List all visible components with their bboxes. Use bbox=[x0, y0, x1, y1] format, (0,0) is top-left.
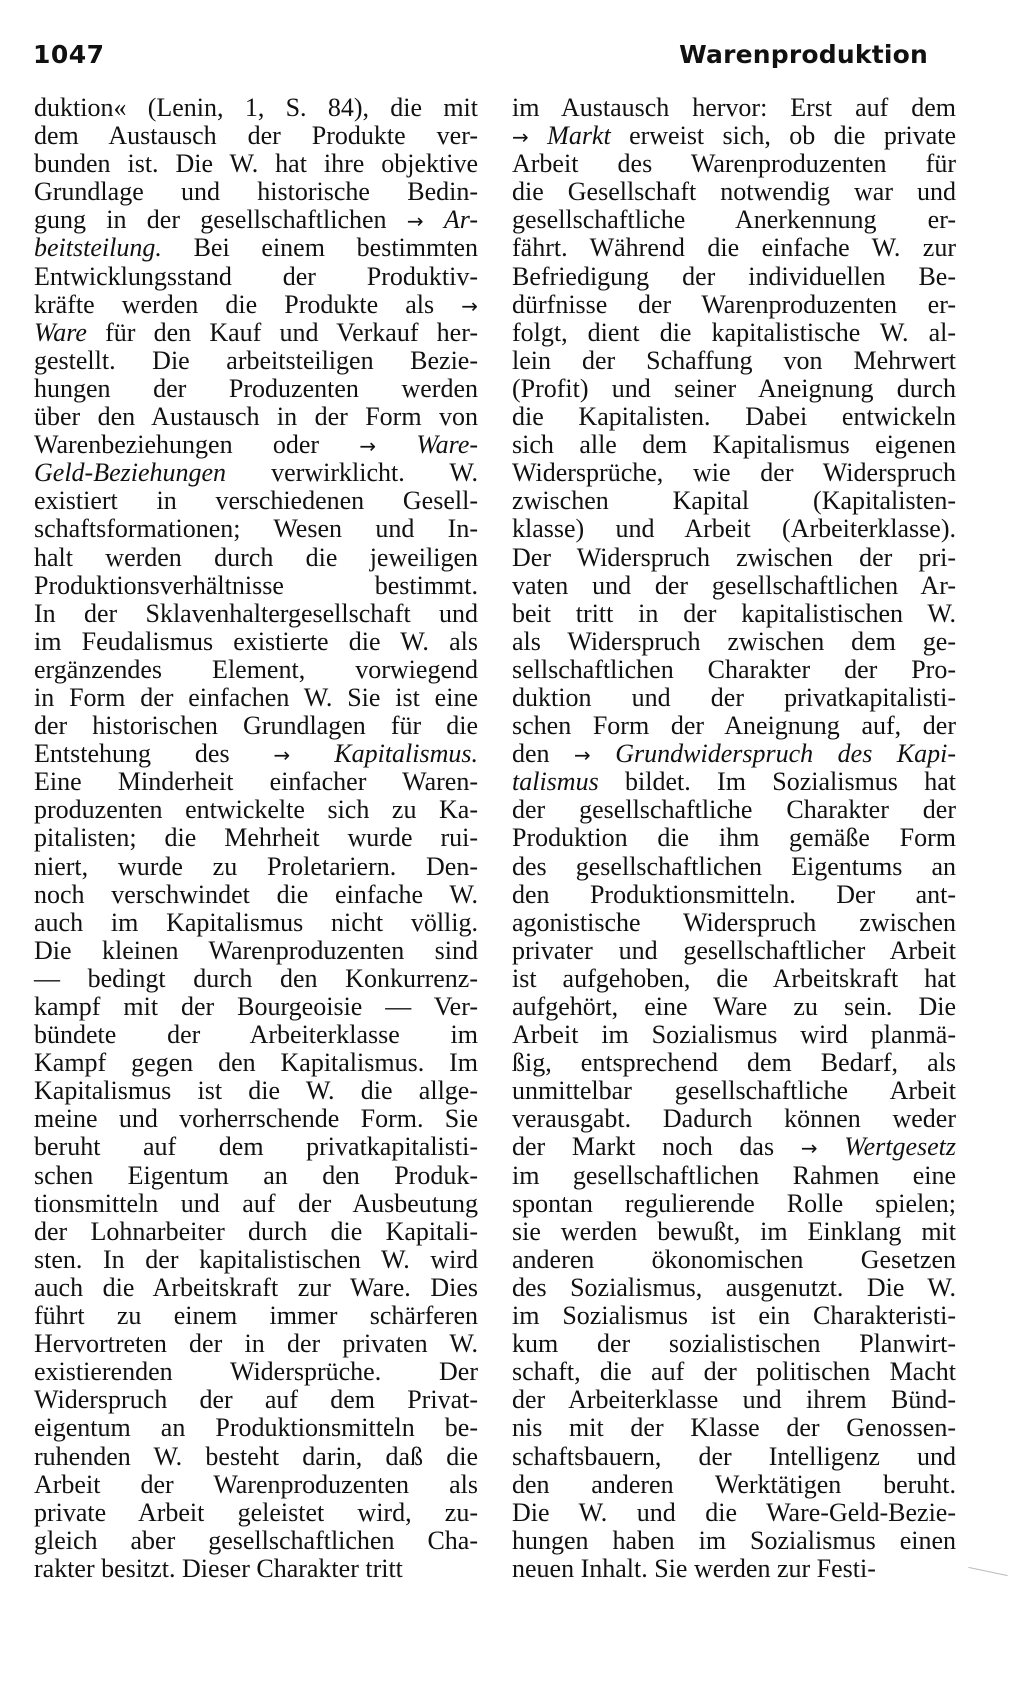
text-line bbox=[512, 319, 956, 347]
text-segment: Grundlage und historische Bedin- bbox=[34, 177, 478, 207]
text-line bbox=[34, 487, 478, 515]
text-line bbox=[512, 150, 956, 178]
text-segment: Eine Minderheit einfacher Waren- bbox=[34, 767, 478, 797]
text-segment: des gesellschaftlichen Eigentums an bbox=[512, 851, 956, 881]
cross-reference-term: Markt bbox=[547, 121, 611, 151]
cross-reference-term: Ware- bbox=[416, 430, 479, 460]
text-line bbox=[512, 1443, 956, 1471]
text-segment bbox=[424, 205, 444, 234]
text-segment: auch die Arbeitskraft zur Ware. Dies bbox=[34, 1272, 478, 1302]
text-segment: In der Sklavenhaltergesellschaft und bbox=[34, 598, 478, 628]
text-line bbox=[34, 628, 478, 656]
text-segment: schaftsformationen; Wesen und In- bbox=[34, 514, 478, 544]
text-line bbox=[34, 1414, 478, 1442]
text-line bbox=[34, 291, 478, 319]
scan-artifact bbox=[968, 1567, 1007, 1576]
text-segment: existiert in verschiedenen Gesell- bbox=[34, 486, 478, 516]
text-segment: Widerspruch der auf dem Privat- bbox=[34, 1385, 478, 1415]
text-segment: meine und vorherrschende Form. Sie bbox=[34, 1104, 478, 1134]
text-line bbox=[34, 1021, 478, 1049]
text-line bbox=[34, 1162, 478, 1190]
text-line bbox=[34, 1049, 478, 1077]
text-line bbox=[512, 656, 956, 684]
text-line bbox=[34, 965, 478, 993]
text-line bbox=[34, 459, 478, 487]
text-line bbox=[34, 572, 478, 600]
text-segment: sich alle dem Kapitalismus eigenen bbox=[512, 430, 956, 460]
text-segment: ßig, entsprechend dem Bedarf, als bbox=[512, 1048, 956, 1078]
text-segment: folgt, dient die kapitalistische W. al- bbox=[512, 317, 956, 347]
text-segment: sie werden bewußt, im Einklang mit bbox=[512, 1216, 956, 1246]
cross-reference-term: Kapitalismus. bbox=[334, 739, 478, 769]
text-segment: bunden ist. Die W. hat ihre objektive bbox=[34, 149, 478, 179]
text-line bbox=[512, 1021, 956, 1049]
text-segment: des Sozialismus, ausgenutzt. Die W. bbox=[512, 1272, 956, 1302]
text-line bbox=[34, 94, 478, 122]
text-segment: der gesellschaftliche Charakter der bbox=[512, 795, 956, 825]
text-line bbox=[512, 853, 956, 881]
text-segment: aufgehört, eine Ware zu sein. Die bbox=[512, 992, 956, 1021]
text-segment: kum der sozialistischen Planwirt- bbox=[512, 1329, 956, 1359]
text-segment: gung in der gesellschaftlichen bbox=[34, 205, 407, 235]
text-segment: bildet. Im Sozialismus hat bbox=[598, 767, 956, 797]
text-segment: duktion« (Lenin, 1, S. 84), die mit bbox=[34, 93, 478, 122]
cross-reference-arrow-icon: → bbox=[512, 125, 529, 150]
left-column bbox=[34, 94, 478, 1583]
text-line bbox=[34, 824, 478, 852]
text-line bbox=[512, 515, 956, 543]
text-segment: spontan regulierende Rolle spielen; bbox=[512, 1188, 956, 1218]
text-segment: schaft, die auf der politischen Macht bbox=[512, 1357, 956, 1387]
text-segment: in Form der einfachen W. Sie ist eine bbox=[34, 682, 478, 712]
text-line bbox=[512, 740, 956, 768]
text-segment: Arbeit des Warenproduzenten für bbox=[512, 149, 956, 179]
text-segment: im gesellschaftlichen Rahmen eine bbox=[512, 1160, 956, 1190]
text-segment: im Sozialismus ist ein Charakteristi- bbox=[512, 1301, 956, 1331]
text-segment: Kapitalismus ist die W. die allge- bbox=[34, 1076, 478, 1106]
text-segment: pitalisten; die Mehrheit wurde rui- bbox=[34, 823, 478, 853]
text-segment bbox=[818, 1132, 845, 1161]
text-segment: Kampf gegen den Kapitalismus. Im bbox=[34, 1048, 478, 1078]
text-line bbox=[34, 234, 478, 262]
text-line bbox=[512, 1471, 956, 1499]
text-line bbox=[34, 740, 478, 768]
text-segment: niert, wurde zu Proletariern. Den- bbox=[34, 851, 478, 881]
text-line bbox=[512, 234, 956, 262]
text-line bbox=[34, 515, 478, 543]
text-line bbox=[512, 1358, 956, 1386]
text-segment: — bedingt durch den Konkurrenz- bbox=[34, 963, 478, 993]
text-segment: lein der Schaffung von Mehrwert bbox=[512, 345, 956, 375]
text-segment: beit tritt in der kapitalistischen W. bbox=[512, 598, 956, 628]
text-line bbox=[512, 768, 956, 796]
cross-reference-arrow-icon: → bbox=[461, 293, 478, 318]
text-line bbox=[34, 1133, 478, 1161]
text-segment: Produktion die ihm gemäße Form bbox=[512, 823, 956, 853]
text-line bbox=[34, 1077, 478, 1105]
text-line bbox=[512, 403, 956, 431]
text-line bbox=[512, 1302, 956, 1330]
text-segment: Widersprüche, wie der Widerspruch bbox=[512, 458, 956, 488]
text-segment: Entwicklungsstand der Produktiv- bbox=[34, 261, 478, 291]
text-line bbox=[34, 1386, 478, 1414]
cross-reference-arrow-icon: → bbox=[800, 1136, 818, 1161]
text-line bbox=[34, 1471, 478, 1499]
text-line bbox=[512, 375, 956, 403]
text-line bbox=[34, 1302, 478, 1330]
text-line bbox=[512, 206, 956, 234]
text-segment: nis mit der Klasse der Genossen- bbox=[512, 1413, 956, 1443]
text-segment: ergänzendes Element, vorwiegend bbox=[34, 654, 478, 684]
text-segment: verausgabt. Dadurch können weder bbox=[512, 1104, 956, 1134]
text-line bbox=[34, 656, 478, 684]
cross-reference-term: Grundwiderspruch des Kapi- bbox=[615, 739, 957, 769]
text-segment bbox=[376, 430, 416, 459]
text-line bbox=[34, 1527, 478, 1555]
text-segment: existierenden Widersprüche. Der bbox=[34, 1357, 478, 1387]
text-line bbox=[34, 347, 478, 375]
page-number: 1047 bbox=[33, 40, 105, 69]
running-head-title: Warenproduktion bbox=[679, 40, 928, 69]
text-segment: hungen haben im Sozialismus einen bbox=[512, 1525, 956, 1555]
text-line bbox=[34, 684, 478, 712]
text-segment: hungen der Produzenten werden bbox=[34, 373, 478, 403]
text-segment: Entstehung des bbox=[34, 739, 274, 769]
text-line bbox=[34, 993, 478, 1021]
text-line bbox=[512, 881, 956, 909]
cross-reference-arrow-icon: → bbox=[273, 743, 291, 768]
text-line bbox=[34, 796, 478, 824]
text-line bbox=[512, 937, 956, 965]
text-segment: den anderen Werktätigen beruht. bbox=[512, 1469, 956, 1499]
text-line bbox=[512, 459, 956, 487]
text-line bbox=[34, 712, 478, 740]
text-line bbox=[34, 1330, 478, 1358]
text-line bbox=[34, 150, 478, 178]
text-segment: im Austausch hervor: Erst auf dem bbox=[512, 93, 956, 122]
text-line bbox=[34, 122, 478, 150]
text-line bbox=[34, 1555, 478, 1583]
text-segment: neuen Inhalt. Sie werden zur Festi- bbox=[512, 1553, 876, 1583]
text-segment: kräfte werden die Produkte als bbox=[34, 289, 462, 319]
text-line bbox=[34, 1105, 478, 1133]
text-segment: schen Eigentum an den Produk- bbox=[34, 1160, 478, 1190]
text-segment: fährt. Während die einfache W. zur bbox=[512, 233, 956, 263]
text-segment: (Profit) und seiner Aneignung durch bbox=[512, 373, 956, 403]
text-segment: den bbox=[512, 739, 575, 769]
text-segment: bündete der Arbeiterklasse im bbox=[34, 1020, 478, 1050]
text-segment: der Markt noch das bbox=[512, 1132, 801, 1162]
text-line bbox=[512, 1386, 956, 1414]
text-segment: verwirklicht. W. bbox=[226, 458, 478, 488]
text-line bbox=[34, 1190, 478, 1218]
text-segment: zwischen Kapital (Kapitalisten- bbox=[512, 486, 956, 516]
text-line bbox=[512, 600, 956, 628]
cross-reference-term: Geld-Beziehungen bbox=[34, 458, 227, 488]
text-line bbox=[512, 1133, 956, 1161]
text-segment: der historischen Grundlagen für die bbox=[34, 711, 478, 741]
text-line bbox=[512, 1105, 956, 1133]
text-segment: produzenten entwickelte sich zu Ka- bbox=[34, 795, 478, 825]
text-segment: privater und gesellschaftlicher Arbeit bbox=[512, 935, 956, 965]
text-segment: dem Austausch der Produkte ver- bbox=[34, 121, 478, 151]
text-segment: ruhenden W. besteht darin, daß die bbox=[34, 1441, 478, 1471]
text-line bbox=[512, 122, 956, 150]
text-line bbox=[512, 1330, 956, 1358]
text-segment: Hervortreten der in der privaten W. bbox=[34, 1329, 478, 1359]
text-segment: führt zu einem immer schärferen bbox=[34, 1301, 478, 1331]
text-segment: die Kapitalisten. Dabei entwickeln bbox=[512, 402, 956, 432]
text-segment: gleich aber gesellschaftlichen Cha- bbox=[34, 1525, 478, 1555]
text-segment: noch verschwindet die einfache W. bbox=[34, 879, 478, 909]
text-line bbox=[512, 628, 956, 656]
text-segment: im Feudalismus existierte die W. als bbox=[34, 626, 478, 656]
cross-reference-term: beitsteilung. bbox=[34, 233, 162, 263]
text-segment: schen Form der Aneignung auf, der bbox=[512, 711, 956, 741]
text-segment: den Produktionsmitteln. Der ant- bbox=[512, 879, 956, 909]
text-line bbox=[512, 965, 956, 993]
text-segment: die Gesellschaft notwendig war und bbox=[512, 177, 956, 207]
text-segment: anderen ökonomischen Gesetzen bbox=[512, 1244, 956, 1274]
text-line bbox=[512, 796, 956, 824]
text-line bbox=[512, 1274, 956, 1302]
text-segment: der Arbeiterklasse und ihrem Bünd- bbox=[512, 1385, 956, 1415]
text-segment: ist aufgehoben, die Arbeitskraft hat bbox=[512, 963, 956, 993]
text-line bbox=[34, 403, 478, 431]
text-line bbox=[512, 572, 956, 600]
text-segment: klasse) und Arbeit (Arbeiterklasse). bbox=[512, 514, 956, 544]
text-line bbox=[512, 1190, 956, 1218]
text-line bbox=[512, 1246, 956, 1274]
text-line bbox=[512, 291, 956, 319]
text-segment: Warenbeziehungen oder bbox=[34, 430, 360, 460]
text-segment: auch im Kapitalismus nicht völlig. bbox=[34, 907, 478, 937]
text-line bbox=[512, 1077, 956, 1105]
text-line bbox=[512, 1527, 956, 1555]
cross-reference-arrow-icon: → bbox=[574, 743, 591, 768]
cross-reference-arrow-icon: → bbox=[359, 434, 377, 459]
text-segment: Befriedigung der individuellen Be- bbox=[512, 261, 956, 291]
text-line bbox=[512, 178, 956, 206]
text-line bbox=[512, 544, 956, 572]
text-line bbox=[512, 347, 956, 375]
text-line bbox=[512, 1049, 956, 1077]
text-line bbox=[512, 1414, 956, 1442]
text-segment: rakter besitzt. Dieser Charakter tritt bbox=[34, 1553, 403, 1583]
text-segment: der Lohnarbeiter durch die Kapitali- bbox=[34, 1216, 478, 1246]
text-line bbox=[512, 487, 956, 515]
text-line bbox=[512, 431, 956, 459]
text-segment: duktion und der privatkapitalisti- bbox=[512, 682, 956, 712]
text-segment: beruht auf dem privatkapitalisti- bbox=[34, 1132, 478, 1162]
cross-reference-term: talismus bbox=[512, 767, 599, 797]
text-segment: Arbeit der Warenproduzenten als bbox=[34, 1469, 478, 1499]
text-line bbox=[512, 993, 956, 1021]
text-line bbox=[34, 1443, 478, 1471]
text-segment: dürfnisse der Warenproduzenten er- bbox=[512, 289, 956, 319]
cross-reference-arrow-icon: → bbox=[406, 209, 424, 234]
cross-reference-term: Ware bbox=[34, 317, 87, 347]
text-segment: kampf mit der Bourgeoisie — Ver- bbox=[34, 992, 478, 1021]
text-line bbox=[34, 431, 478, 459]
text-line bbox=[34, 375, 478, 403]
text-segment: tionsmitteln und auf der Ausbeutung bbox=[34, 1188, 478, 1218]
text-segment: für den Kauf und Verkauf her- bbox=[86, 317, 478, 347]
text-line bbox=[34, 1218, 478, 1246]
text-line bbox=[512, 1218, 956, 1246]
text-segment: private Arbeit geleistet wird, zu- bbox=[34, 1497, 478, 1527]
text-line bbox=[34, 263, 478, 291]
text-line bbox=[512, 824, 956, 852]
text-segment: Bei einem bestimmten bbox=[161, 233, 478, 263]
cross-reference-term: Wertgesetz bbox=[844, 1132, 956, 1162]
text-segment bbox=[290, 739, 334, 768]
text-line bbox=[512, 1162, 956, 1190]
text-line bbox=[34, 768, 478, 796]
text-line bbox=[34, 881, 478, 909]
text-segment: als Widerspruch zwischen dem ge- bbox=[512, 626, 956, 656]
text-line bbox=[34, 1499, 478, 1527]
text-segment: eigentum an Produktionsmitteln be- bbox=[34, 1413, 478, 1443]
text-line bbox=[34, 937, 478, 965]
text-line bbox=[512, 712, 956, 740]
text-line bbox=[34, 1246, 478, 1274]
text-segment: unmittelbar gesellschaftliche Arbeit bbox=[512, 1076, 956, 1106]
cross-reference-term: Ar- bbox=[443, 205, 478, 235]
text-segment: über den Austausch in der Form von bbox=[34, 402, 478, 432]
text-line bbox=[34, 853, 478, 881]
text-segment: Produktionsverhältnisse bestimmt. bbox=[34, 570, 478, 600]
text-segment: agonistische Widerspruch zwischen bbox=[512, 907, 956, 937]
text-line bbox=[512, 684, 956, 712]
text-segment bbox=[591, 739, 615, 768]
text-segment bbox=[529, 121, 547, 150]
text-line bbox=[34, 178, 478, 206]
text-segment: schaftsbauern, der Intelligenz und bbox=[512, 1441, 956, 1471]
text-line bbox=[34, 909, 478, 937]
text-line bbox=[512, 1499, 956, 1527]
text-line bbox=[34, 544, 478, 572]
text-segment: gestellt. Die arbeitsteiligen Bezie- bbox=[34, 345, 478, 375]
text-segment: Die kleinen Warenproduzenten sind bbox=[34, 935, 478, 965]
text-line bbox=[34, 1274, 478, 1302]
right-column bbox=[512, 94, 956, 1583]
text-segment: Arbeit im Sozialismus wird planmä- bbox=[512, 1020, 956, 1050]
text-segment: Die W. und die Ware-Geld-Bezie- bbox=[512, 1497, 956, 1527]
text-segment: halt werden durch die jeweiligen bbox=[34, 542, 478, 572]
text-line bbox=[34, 600, 478, 628]
text-segment: sten. In der kapitalistischen W. wird bbox=[34, 1244, 478, 1274]
text-segment: vaten und der gesellschaftlichen Ar- bbox=[512, 570, 956, 600]
text-segment: gesellschaftliche Anerkennung er- bbox=[512, 205, 956, 235]
text-segment: sellschaftlichen Charakter der Pro- bbox=[512, 654, 956, 684]
text-line bbox=[512, 909, 956, 937]
text-line bbox=[512, 263, 956, 291]
text-line bbox=[512, 1555, 956, 1583]
text-line bbox=[512, 94, 956, 122]
text-line bbox=[34, 319, 478, 347]
text-segment: erweist sich, ob die private bbox=[610, 121, 957, 151]
text-line bbox=[34, 1358, 478, 1386]
text-line bbox=[34, 206, 478, 234]
text-segment: Der Widerspruch zwischen der pri- bbox=[512, 542, 956, 572]
